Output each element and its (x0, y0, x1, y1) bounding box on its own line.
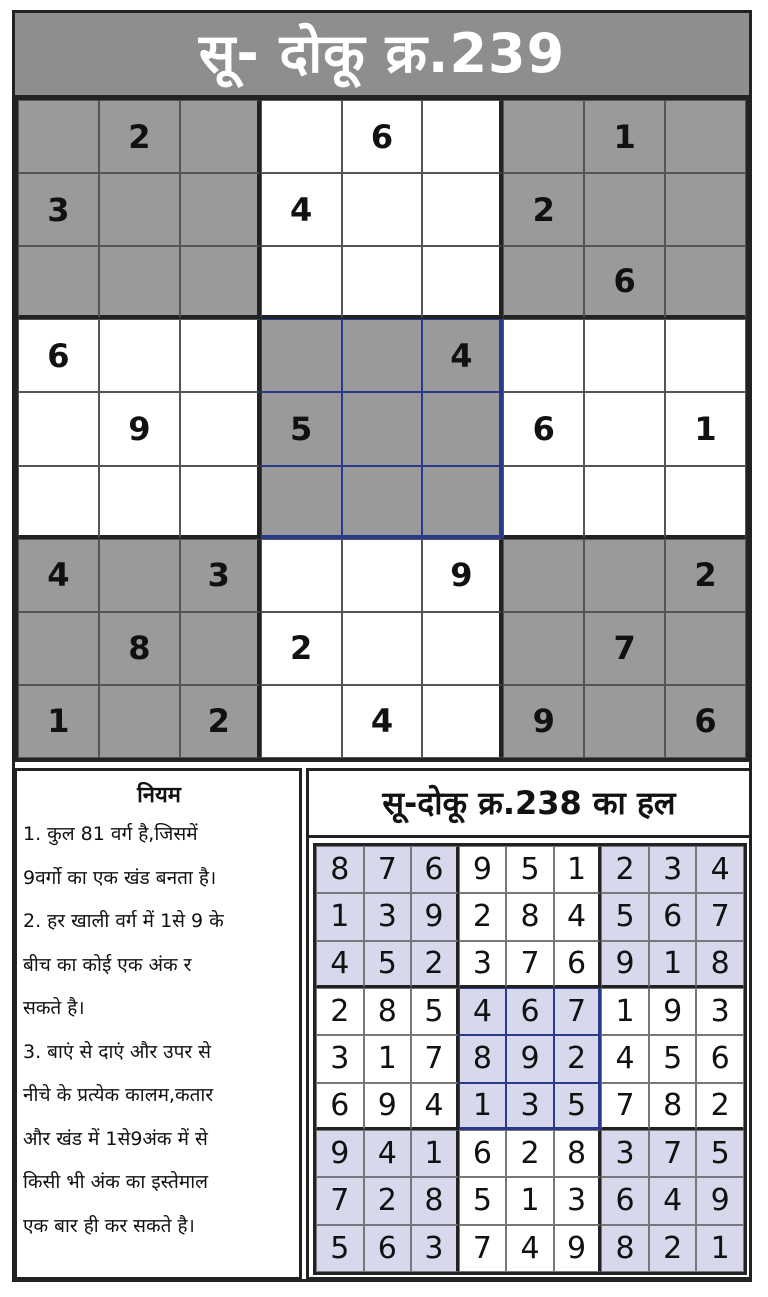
puzzle-cell: 6 (665, 685, 746, 758)
solution-cell: 4 (364, 1130, 412, 1177)
solution-cell: 4 (316, 941, 364, 988)
puzzle-cell: 4 (261, 173, 342, 246)
solution-cell: 3 (696, 988, 744, 1035)
rule-line: 3. बाएं से दाएं और उपर से (23, 1040, 212, 1063)
puzzle-cell[interactable] (180, 173, 261, 246)
solution-cell: 9 (316, 1130, 364, 1177)
puzzle-cell[interactable] (665, 319, 746, 392)
solution-cell: 6 (601, 1177, 649, 1224)
solution-cell: 3 (601, 1130, 649, 1177)
puzzle-cell[interactable] (99, 246, 180, 319)
puzzle-cell: 2 (665, 539, 746, 612)
puzzle-cell[interactable] (261, 685, 342, 758)
puzzle-cell: 2 (180, 685, 261, 758)
puzzle-cell[interactable] (342, 246, 423, 319)
puzzle-cell[interactable] (422, 392, 503, 465)
puzzle-cell: 4 (342, 685, 423, 758)
puzzle-cell[interactable] (665, 466, 746, 539)
rules-heading: नियम (137, 783, 181, 808)
solution-cell: 1 (364, 1035, 412, 1082)
puzzle-cell: 4 (422, 319, 503, 392)
solution-cell: 7 (554, 988, 602, 1035)
solution-cell: 3 (411, 1225, 459, 1272)
puzzle-cell: 1 (665, 392, 746, 465)
puzzle-cell: 6 (584, 246, 665, 319)
puzzle-cell[interactable] (18, 392, 99, 465)
puzzle-cell[interactable] (342, 466, 423, 539)
solution-cell: 2 (601, 846, 649, 893)
puzzle-cell[interactable] (99, 685, 180, 758)
puzzle-cell[interactable] (503, 612, 584, 685)
puzzle-cell[interactable] (584, 685, 665, 758)
puzzle-cell[interactable] (99, 319, 180, 392)
solution-cell: 9 (649, 988, 697, 1035)
solution-cell: 3 (554, 1177, 602, 1224)
puzzle-cell[interactable] (180, 612, 261, 685)
solution-cell: 2 (459, 893, 507, 940)
solution-title: सू-दोकू क्र.238 का हल (309, 771, 749, 838)
puzzle-cell[interactable] (261, 539, 342, 612)
solution-cell: 7 (364, 846, 412, 893)
puzzle-cell[interactable] (665, 173, 746, 246)
puzzle-cell[interactable] (342, 319, 423, 392)
solution-panel (306, 768, 752, 1280)
solution-cell: 4 (696, 846, 744, 893)
puzzle-cell: 5 (261, 392, 342, 465)
solution-cell: 9 (696, 1177, 744, 1224)
solution-cell: 7 (411, 1035, 459, 1082)
rule-line: किसी भी अंक का इस्तेमाल (23, 1171, 209, 1193)
solution-cell: 8 (459, 1035, 507, 1082)
puzzle-cell: 9 (503, 685, 584, 758)
solution-cell: 5 (649, 1035, 697, 1082)
puzzle-cell[interactable] (261, 466, 342, 539)
puzzle-cell[interactable] (503, 100, 584, 173)
solution-cell: 9 (554, 1225, 602, 1272)
puzzle-cell: 1 (584, 100, 665, 173)
puzzle-cell[interactable] (180, 466, 261, 539)
solution-cell: 8 (601, 1225, 649, 1272)
puzzle-cell: 3 (18, 173, 99, 246)
puzzle-cell[interactable] (503, 539, 584, 612)
solution-cell: 1 (411, 1130, 459, 1177)
puzzle-cell[interactable] (584, 392, 665, 465)
solution-cell: 2 (411, 941, 459, 988)
puzzle-cell[interactable] (18, 612, 99, 685)
puzzle-cell[interactable] (503, 246, 584, 319)
puzzle-cell[interactable] (584, 466, 665, 539)
puzzle-cell[interactable] (18, 246, 99, 319)
solution-cell: 5 (316, 1225, 364, 1272)
puzzle-cell[interactable] (422, 100, 503, 173)
puzzle-cell[interactable] (99, 539, 180, 612)
solution-cell: 9 (506, 1035, 554, 1082)
puzzle-cell[interactable] (180, 246, 261, 319)
solution-cell: 7 (696, 893, 744, 940)
rule-line: 9वर्गो का एक खंड बनता है। (23, 866, 217, 889)
puzzle-cell[interactable] (180, 319, 261, 392)
solution-cell: 5 (601, 893, 649, 940)
solution-cell: 3 (316, 1035, 364, 1082)
solution-cell: 9 (364, 1083, 412, 1130)
solution-cell: 9 (411, 893, 459, 940)
sudoku-puzzle-grid (14, 96, 750, 762)
puzzle-cell: 6 (18, 319, 99, 392)
solution-cell: 2 (649, 1225, 697, 1272)
puzzle-cell: 9 (99, 392, 180, 465)
puzzle-cell[interactable] (422, 685, 503, 758)
solution-cell: 6 (506, 988, 554, 1035)
solution-cell: 7 (649, 1130, 697, 1177)
solution-cell: 4 (506, 1225, 554, 1272)
puzzle-cell[interactable] (503, 466, 584, 539)
puzzle-cell[interactable] (342, 173, 423, 246)
solution-cell: 9 (459, 846, 507, 893)
rule-line: नीचे के प्रत्येक कालम,कतार (23, 1084, 214, 1106)
solution-cell: 7 (316, 1177, 364, 1224)
puzzle-cell[interactable] (261, 319, 342, 392)
puzzle-cell[interactable] (665, 612, 746, 685)
sudoku-solution-grid (313, 843, 747, 1275)
puzzle-cell[interactable] (422, 466, 503, 539)
solution-cell: 8 (649, 1083, 697, 1130)
solution-cell: 9 (601, 941, 649, 988)
puzzle-cell[interactable] (342, 612, 423, 685)
puzzle-cell: 7 (584, 612, 665, 685)
solution-cell: 5 (459, 1177, 507, 1224)
rule-line: एक बार ही कर सकते है। (23, 1214, 195, 1237)
puzzle-cell[interactable] (261, 246, 342, 319)
puzzle-cell[interactable] (180, 392, 261, 465)
solution-cell: 2 (316, 988, 364, 1035)
solution-cell: 4 (649, 1177, 697, 1224)
solution-cell: 8 (411, 1177, 459, 1224)
rule-line: 2. हर खाली वर्ग में 1से 9 के (23, 910, 224, 932)
solution-cell: 1 (554, 846, 602, 893)
puzzle-cell[interactable] (665, 246, 746, 319)
solution-cell: 7 (601, 1083, 649, 1130)
solution-cell: 6 (411, 846, 459, 893)
puzzle-cell: 3 (180, 539, 261, 612)
solution-cell: 4 (459, 988, 507, 1035)
solution-cell: 3 (459, 941, 507, 988)
solution-cell: 6 (459, 1130, 507, 1177)
rule-line: सकते है। (23, 997, 85, 1019)
solution-cell: 8 (506, 893, 554, 940)
rule-line: और खंड में 1से9अंक में से (23, 1127, 208, 1150)
solution-cell: 5 (364, 941, 412, 988)
puzzle-cell: 6 (503, 392, 584, 465)
puzzle-cell[interactable] (99, 173, 180, 246)
solution-cell: 4 (554, 893, 602, 940)
solution-cell: 6 (554, 941, 602, 988)
solution-cell: 1 (316, 893, 364, 940)
solution-cell: 5 (506, 846, 554, 893)
solution-cell: 3 (649, 846, 697, 893)
rule-line: बीच का कोई एक अंक र (23, 953, 192, 976)
puzzle-cell[interactable] (18, 466, 99, 539)
puzzle-cell: 6 (342, 100, 423, 173)
solution-cell: 5 (411, 988, 459, 1035)
solution-cell: 7 (459, 1225, 507, 1272)
solution-cell: 2 (696, 1083, 744, 1130)
solution-cell: 4 (601, 1035, 649, 1082)
solution-cell: 2 (554, 1035, 602, 1082)
solution-cell: 6 (696, 1035, 744, 1082)
puzzle-cell: 8 (99, 612, 180, 685)
rule-line: 1. कुल 81 वर्ग है,जिसमें (23, 823, 198, 845)
solution-cell: 6 (316, 1083, 364, 1130)
puzzle-cell: 2 (99, 100, 180, 173)
solution-cell: 1 (506, 1177, 554, 1224)
solution-cell: 1 (601, 988, 649, 1035)
puzzle-cell[interactable] (422, 246, 503, 319)
puzzle-cell[interactable] (665, 100, 746, 173)
solution-cell: 5 (554, 1083, 602, 1130)
puzzle-cell: 2 (261, 612, 342, 685)
puzzle-cell[interactable] (584, 173, 665, 246)
solution-cell: 1 (459, 1083, 507, 1130)
solution-cell: 2 (364, 1177, 412, 1224)
puzzle-cell[interactable] (261, 100, 342, 173)
solution-cell: 8 (364, 988, 412, 1035)
puzzle-cell: 4 (18, 539, 99, 612)
rules-panel (14, 768, 302, 1280)
puzzle-cell[interactable] (18, 100, 99, 173)
solution-cell: 3 (506, 1083, 554, 1130)
puzzle-cell[interactable] (180, 100, 261, 173)
solution-cell: 1 (649, 941, 697, 988)
solution-cell: 8 (316, 846, 364, 893)
puzzle-cell[interactable] (422, 173, 503, 246)
puzzle-cell: 1 (18, 685, 99, 758)
solution-cell: 8 (554, 1130, 602, 1177)
solution-cell: 8 (696, 941, 744, 988)
solution-cell: 5 (696, 1130, 744, 1177)
solution-cell: 6 (649, 893, 697, 940)
solution-cell: 2 (506, 1130, 554, 1177)
puzzle-cell[interactable] (422, 612, 503, 685)
solution-cell: 6 (364, 1225, 412, 1272)
puzzle-cell[interactable] (99, 466, 180, 539)
solution-cell: 4 (411, 1083, 459, 1130)
solution-cell: 3 (364, 893, 412, 940)
puzzle-cell[interactable] (584, 319, 665, 392)
solution-cell: 1 (696, 1225, 744, 1272)
puzzle-cell[interactable] (584, 539, 665, 612)
solution-cell: 7 (506, 941, 554, 988)
puzzle-cell: 9 (422, 539, 503, 612)
page-title: सू- दोकू क्र.239 (12, 10, 752, 98)
puzzle-cell[interactable] (503, 319, 584, 392)
puzzle-cell[interactable] (342, 539, 423, 612)
puzzle-cell: 2 (503, 173, 584, 246)
puzzle-cell[interactable] (342, 392, 423, 465)
